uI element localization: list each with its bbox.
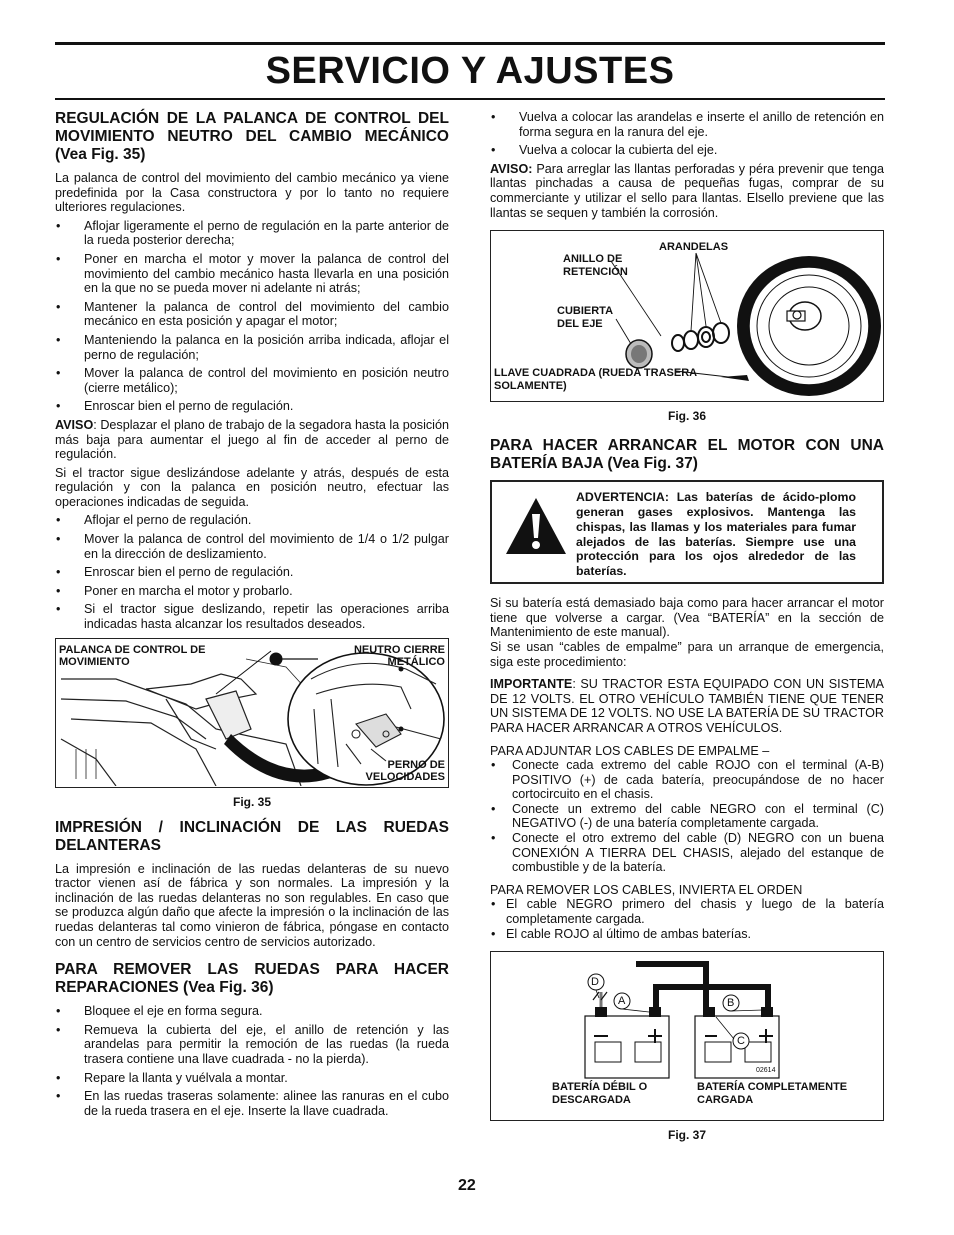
label-neutral-lock: NEUTRO CIERRE METÁLICO — [353, 643, 445, 669]
label-speed-bolt: PERNO DE VELOCIDADES — [365, 758, 445, 784]
list-item: • Enroscar bien el perno de regulación. — [55, 565, 449, 580]
warning-box — [490, 480, 884, 584]
label-weak-battery: BATERÍA DÉBIL O DESCARGADA — [552, 1081, 648, 1106]
list-item: • Bloquee el eje en forma segura. — [55, 1004, 449, 1019]
label-c: C — [737, 1035, 745, 1048]
figure-37 — [490, 951, 884, 1121]
list-item: • Vuelva a colocar la cubierta del eje. — [490, 143, 884, 158]
aviso-text: Para arreglar las llantas perforadas y péra prevenir que tenga llantas pinchadas a causa de pequeñas fugas, comprar de su commerciante y utilizar el sello para llantas. Elsello previene que las llantas se sequen y también la corrosión. — [490, 161, 884, 220]
list-item: • Mover la palanca de control del movimiento de 1/4 o 1/2 pulgar en la dirección de deslizamiento. — [55, 532, 449, 561]
reinstall-list — [490, 110, 884, 158]
right-column — [490, 110, 884, 1152]
repeat-steps-list — [55, 513, 449, 631]
section-heading-front-wheels: IMPRESIÓN / INCLINACIÓN DE LAS RUEDAS DELANTERAS — [55, 818, 449, 854]
label-retaining-ring: ANILLO DE RETENCIÓN — [563, 253, 628, 278]
adjust-steps-list — [55, 219, 449, 414]
section-intro: La palanca de control del movimiento del cambio mecánico ya viene predefinida por la Casa constructora y por lo tanto no requiere ulteriores regulaciones. — [55, 171, 449, 215]
aviso-text: : Desplazar el plano de trabajo de la segadora hasta la posición más baja para aumentar el juego al fin de acceder al perno de regulación. — [55, 417, 449, 462]
section-heading-neutral-control: REGULACIÓN DE LA PALANCA DE CONTROL DEL MOVIMIENTO NEUTRO DEL CAMBIO MECÁNICO (Vea Fig. 35) — [55, 110, 449, 163]
label-b: B — [727, 997, 735, 1010]
warning-triangle-icon — [504, 496, 568, 558]
list-item: • Poner en marcha el motor y mover la palanca de control del movimiento del cambio mecánico hasta llevarla en una posición en la que no se pueda mover ni adelante ni atrás; — [55, 252, 449, 296]
remove-cables-list — [490, 897, 884, 941]
list-item: • El cable NEGRO primero del chasis y luego de la batería completamente cargada. — [490, 897, 884, 926]
list-item: • Remueva la cubierta del eje, el anillo de retención y las arandelas para permitir la remoción de las ruedas (la rueda trasera contiene una llave cuadrada - no la pierda). — [55, 1023, 449, 1067]
label-a: A — [618, 995, 626, 1008]
warning-text: ADVERTENCIA: Las baterías de ácido-plomo generan gases explosivos. Mantenga las chispas, las llamas y los materiales para fumar alejados de las baterías. Siempre use una protección para los ojos alrededor de las baterías. — [576, 490, 856, 579]
aviso-label: AVISO — [55, 417, 94, 432]
list-item: • Repare la llanta y vuélvala a montar. — [55, 1071, 449, 1086]
label-axle-cover: CUBIERTA DEL EJE — [557, 305, 613, 330]
paragraph: Si el tractor sigue deslizándose adelante y atrás, después de esta regulación y con la palanca en posición neutro, efectuar las operaciones indicadas de seguida. — [55, 465, 449, 509]
aviso-paragraph — [55, 418, 449, 462]
section-heading-remove-wheels: PARA REMOVER LAS RUEDAS PARA HACER REPARACIONES (Vea Fig. 36) — [55, 961, 449, 997]
remove-wheels-list — [55, 1004, 449, 1118]
important-text: : SU TRACTOR ESTA EQUIPADO CON UN SISTEMA DE 12 VOLTS. EL OTRO VEHÍCULO TAMBIÉN TIENE QUE TENER UN SISTEMA DE 12 VOLTS. NO USE LA BATERÍA DE SU TRACTOR PARA HACER ARRANCAR A OTROS VEHÍCULOS. — [490, 677, 884, 735]
important-label: IMPORTANTE — [490, 677, 573, 692]
figure-35 — [55, 638, 449, 788]
page-number: 22 — [458, 1177, 476, 1194]
label-full-battery: BATERÍA COMPLETAMENTE CARGADA — [697, 1081, 848, 1106]
paragraph: La impresión e inclinación de las ruedas delanteras de su nuevo tractor vienen así de fábrica y son normales. La impresión y la inclinación de las ruedas delanteras no son regulables. En caso que se produzca algún daño que afecte la impresión o la inclinación de las ruedas delanteras tal como vinieron de fábrica, póngase en contacto con un centro de servicios centro de servicios autorizado. — [55, 861, 449, 949]
important-paragraph — [490, 677, 884, 735]
label-movement-lever: PALANCA DE CONTROL DE MOVIMIENTO — [59, 643, 206, 669]
list-item: • Vuelva a colocar las arandelas e inserte el anillo de retención en forma segura en la ranura del eje. — [490, 110, 884, 139]
label-d: D — [591, 976, 599, 989]
paragraph: Si su batería está demasiado baja como para hacer arrancar el motor tiene que volverse a cargar. (Vea “BATERÍA” en la sección de Mantenimiento de este manual). — [490, 596, 884, 640]
list-item: • Poner en marcha el motor y probarlo. — [55, 584, 449, 599]
remove-heading: PARA REMOVER LOS CABLES, INVIERTA EL ORDEN — [490, 882, 803, 897]
figure-code: 02614 — [756, 1067, 776, 1075]
label-washers: ARANDELAS — [659, 241, 729, 254]
section-heading-low-battery: PARA HACER ARRANCAR EL MOTOR CON UNA BATERÍA BAJA (Vea Fig. 37) — [490, 437, 884, 473]
list-item: • En las ruedas traseras solamente: alinee las ranuras en el cubo de la rueda trasera en el eje. Inserte la llave cuadrada. — [55, 1089, 449, 1118]
attach-cables-list — [490, 758, 884, 875]
list-item: • Enroscar bien el perno de regulación. — [55, 399, 449, 414]
figure-35-caption: Fig. 35 — [232, 794, 271, 809]
list-item: • Aflojar ligeramente el perno de regulación en la parte anterior de la rueda posterior derecha; — [55, 219, 449, 248]
figure-37-caption: Fig. 37 — [667, 1128, 706, 1143]
list-item: • Mover la palanca de control del movimiento en posición neutro (cierre metálico); — [55, 366, 449, 395]
figure-36 — [490, 230, 884, 402]
list-item: • Aflojar el perno de regulación. — [55, 513, 449, 528]
list-item: • Conecte un extremo del cable NEGRO con el terminal (C) NEGATIVO (-) de una batería completamente cargada. — [490, 802, 884, 831]
left-column — [55, 110, 449, 1122]
paragraph: Si se usan “cables de empalme” para un arranque de emergencia, siga este procedimiento: — [490, 639, 884, 669]
title-rule — [55, 98, 885, 100]
list-item: • Si el tractor sigue deslizando, repetir las operaciones arriba indicadas hasta alcanzar los resultados deseados. — [55, 602, 449, 631]
figure-36-caption: Fig. 36 — [667, 409, 706, 424]
aviso-paragraph — [490, 162, 884, 220]
list-item: • Manteniendo la palanca en la posición arriba indicada, aflojar el perno de regulación; — [55, 333, 449, 362]
list-item: • El cable ROJO al último de ambas baterías. — [490, 927, 884, 942]
list-item: • Conecte el otro extremo del cable (D) NEGRO con un buena CONEXIÓN A TIERRA DEL CHASIS, alejado del estanque de combustible y de la batería. — [490, 831, 884, 875]
attach-heading: PARA ADJUNTAR LOS CABLES DE EMPALME – — [490, 743, 770, 758]
aviso-label: AVISO: — [490, 161, 533, 176]
top-rule — [55, 42, 885, 45]
label-square-key: LLAVE CUADRADA (RUEDA TRASERA SOLAMENTE) — [494, 367, 697, 392]
page-title: SERVICIO Y AJUSTES — [265, 50, 675, 92]
list-item: • Conecte cada extremo del cable ROJO con el terminal (A-B) POSITIVO (+) de cada batería, preocupándose de no hacer cortocircuito en el chasis. — [490, 758, 884, 802]
list-item: • Mantener la palanca de control del movimiento del cambio mecánico en esta posición y apagar el motor; — [55, 300, 449, 329]
